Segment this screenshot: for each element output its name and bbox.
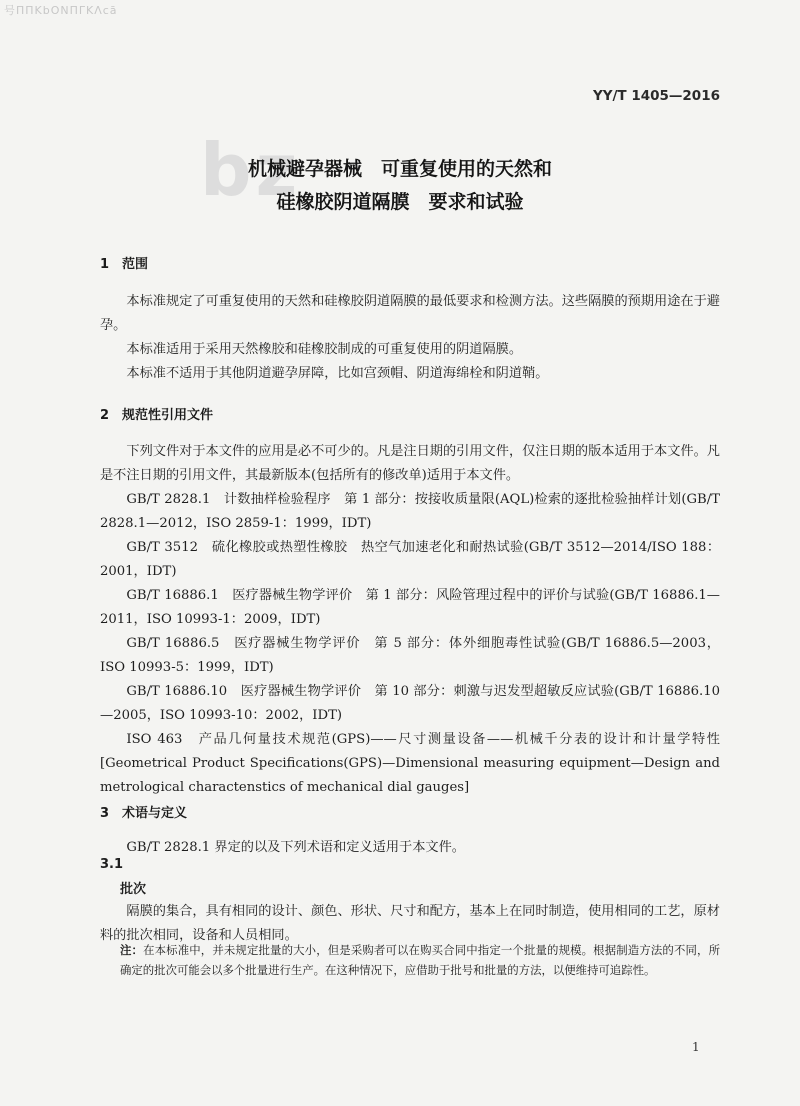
section-1-heading <box>100 253 148 272</box>
term-definition: 隔膜的集合，具有相同的设计、颜色、形状、尺寸和配方，基本上在同时制造，使用相同的工艺，原材料的批次相同，设备和人员相同。 <box>100 904 720 943</box>
section-number: 1 <box>100 257 110 272</box>
section-3-intro: GB/T 2828.1 界定的以及下列术语和定义适用于本文件。 <box>126 840 465 855</box>
reference-item: GB/T 3512 硫化橡胶或热塑性橡胶 热空气加速老化和耐热试验(GB/T 3512—2014/ISO 188：2001，IDT) <box>100 540 720 579</box>
section-title: 规范性引用文件 <box>122 408 214 423</box>
reference-item: GB/T 16886.1 医疗器械生物学评价 第 1 部分：风险管理过程中的评价与试验(GB/T 16886.1—2011，ISO 10993-1：2009，IDT) <box>100 588 720 627</box>
term-note <box>120 940 720 980</box>
title-line-1: 机械避孕器械 可重复使用的天然和 <box>247 158 552 180</box>
title-line-2: 硅橡胶阴道隔膜 要求和试验 <box>276 191 524 213</box>
term-name: 批次 <box>120 882 147 897</box>
watermark: bz <box>200 128 302 212</box>
section-title: 范围 <box>122 257 149 272</box>
note-text: 在本标准中，并未规定批量的大小，但是采购者可以在购买合同中指定一个批量的规模。根据制造方法的不同，所确定的批次可能会以多个批量进行生产。在这种情况下，应借助于批号和批量的方法，以便维持可追踪性。 <box>120 943 720 977</box>
page-number: 1 <box>692 1040 700 1054</box>
section-2-intro: 下列文件对于本文件的应用是必不可少的。凡是注日期的引用文件，仅注日期的版本适用于本文件。凡是不注日期的引用文件，其最新版本(包括所有的修改单)适用于本文件。 <box>100 444 720 483</box>
section-2-heading <box>100 404 213 423</box>
section-number: 2 <box>100 408 110 423</box>
section-1-paragraph-3: 本标准不适用于其他阴道避孕屏障，比如宫颈帽、阴道海绵栓和阴道鞘。 <box>126 366 549 381</box>
reference-item: ISO 463 产品几何量技术规范(GPS)——尺寸测量设备——机械千分表的设计和计量学特性 [Geometrical Product Specifications(GPS)—Dimensional measuring equipment—Design and metrological charactenstics of mechanical dial gauges] <box>100 732 720 795</box>
section-1-paragraph-1: 本标准规定了可重复使用的天然和硅橡胶阴道隔膜的最低要求和检测方法。这些隔膜的预期用途在于避孕。 <box>100 294 720 333</box>
section-1-paragraph-2: 本标准适用于采用天然橡胶和硅橡胶制成的可重复使用的阴道隔膜。 <box>126 342 523 357</box>
reference-item: GB/T 16886.5 医疗器械生物学评价 第 5 部分：体外细胞毒性试验(GB/T 16886.5—2003，ISO 10993-5：1999，IDT) <box>100 636 720 675</box>
section-3-heading <box>100 802 187 821</box>
reference-item: GB/T 16886.10 医疗器械生物学评价 第 10 部分：刺激与迟发型超敏反应试验(GB/T 16886.10—2005，ISO 10993-10：2002，IDT) <box>100 684 720 723</box>
document-title <box>0 153 800 219</box>
standard-code: YY/T 1405—2016 <box>592 88 720 104</box>
section-title: 术语与定义 <box>122 806 188 821</box>
reference-item: GB/T 2828.1 计数抽样检验程序 第 1 部分：按接收质量限(AQL)检索的逐批检验抽样计划(GB/T 2828.1—2012，ISO 2859-1：1999，IDT) <box>100 492 720 531</box>
note-label: 注： <box>120 943 144 957</box>
section-number: 3 <box>100 806 110 821</box>
corner-logo: 号ΠΠKbΟNΠΓKΛcā <box>4 4 118 17</box>
term-number: 3.1 <box>100 857 124 872</box>
